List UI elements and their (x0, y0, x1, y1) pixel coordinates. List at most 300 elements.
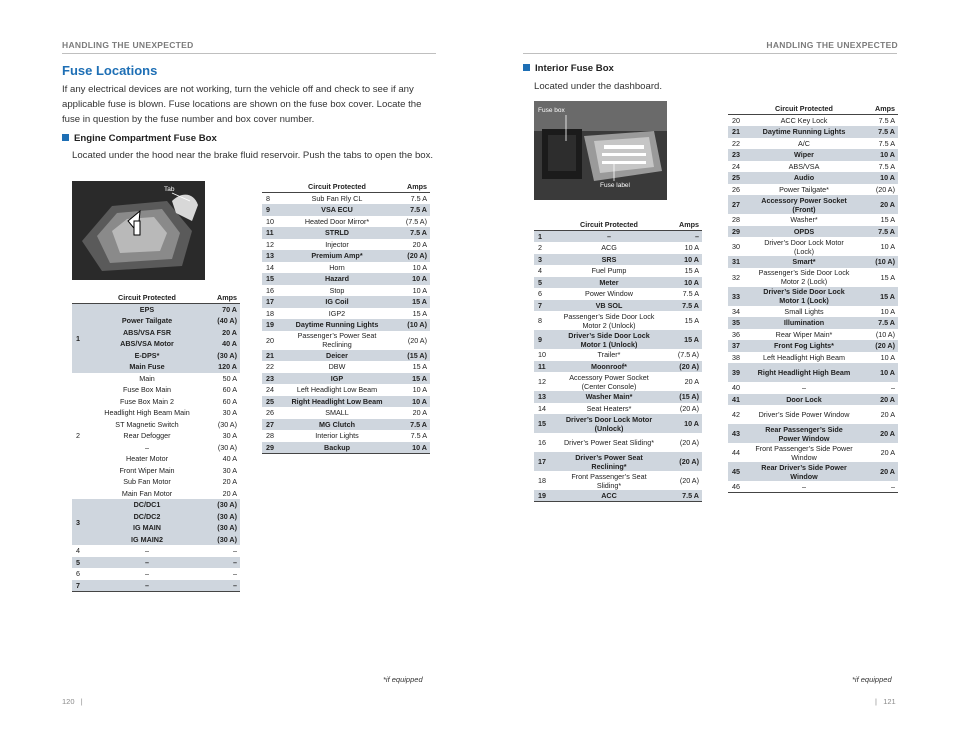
circuit-name: ABS/VSA FSR (96, 327, 198, 339)
fuse-row (728, 317, 898, 329)
column-header-amps: Amps (388, 181, 430, 193)
circuit-name: Backup (286, 442, 388, 454)
fuse-row (534, 277, 702, 289)
fuse-number: 13 (534, 391, 558, 403)
circuit-name: Stop (329, 285, 345, 295)
fuse-row (728, 287, 898, 306)
fuse-amps: (20 A) (679, 403, 699, 413)
circuit-name: Right Headlight Low Beam (286, 396, 388, 408)
fuse-row (534, 265, 702, 277)
circuit-name: Left Headlight High Beam (763, 352, 845, 362)
fuse-row (534, 288, 702, 300)
fuse-amps: (30 A) (217, 442, 237, 452)
circuit-name: Driver’s Power Seat Reclining* (558, 452, 660, 471)
column-header-circuit: Circuit Protected (752, 103, 856, 115)
fuse-row (728, 115, 898, 127)
circuit-name: Injector (325, 239, 349, 249)
circuit-name: Passenger’s Side Door Lock Motor 2 (Lock) (758, 268, 850, 286)
fuse-number: 5 (72, 557, 96, 569)
fuse-amps: 10 A (856, 363, 898, 382)
fuse-number: 18 (266, 308, 274, 318)
fuse-amps: (30 A) (198, 522, 240, 534)
fuse-amps: 40 A (198, 338, 240, 350)
fuse-row (72, 499, 240, 511)
fuse-amps: (10 A) (875, 329, 895, 339)
fuse-amps: 10 A (388, 273, 430, 285)
fuse-number: 38 (732, 352, 740, 362)
fuse-number: 9 (534, 330, 558, 349)
circuit-name: ABS/VSA (788, 161, 820, 171)
fuse-number: 37 (728, 340, 752, 352)
engine-fuse-table-1 (72, 292, 240, 592)
fuse-amps: 30 A (222, 465, 237, 475)
fuse-row (72, 511, 240, 523)
fuse-row (72, 304, 240, 316)
circuit-name: MG Clutch (286, 419, 388, 431)
fuse-row (262, 296, 430, 308)
fuse-number: 24 (266, 385, 274, 395)
circuit-name: Illumination (752, 317, 856, 329)
fuse-number: 4 (538, 266, 542, 276)
circuit-name: – (96, 580, 198, 592)
fuse-amps: 10 A (412, 262, 427, 272)
fuse-amps: 7.5 A (856, 226, 898, 238)
circuit-name: Main Fan Motor (121, 488, 173, 498)
circuit-name: ABS/VSA Motor (96, 338, 198, 350)
fuse-row (72, 453, 240, 465)
fuse-row (728, 256, 898, 268)
fuse-number: 29 (728, 226, 752, 238)
circuit-name: Wiper (752, 149, 856, 161)
fuse-row (72, 384, 240, 396)
fuse-row (728, 462, 898, 481)
fuse-row (262, 331, 430, 350)
fuse-amps: 10 A (388, 396, 430, 408)
fuse-number: 40 (732, 383, 740, 393)
fuse-amps: (10 A) (856, 256, 898, 268)
fuse-amps: 10 A (880, 352, 895, 362)
fuse-row (534, 414, 702, 433)
fuse-row (72, 534, 240, 546)
fuse-amps: 7.5 A (878, 138, 895, 148)
fuse-row (72, 522, 240, 534)
page-number-right: | 121 (875, 697, 896, 706)
fuse-amps: 7.5 A (410, 431, 427, 441)
fuse-row (72, 476, 240, 488)
fuse-number: 28 (266, 431, 274, 441)
fuse-row (262, 262, 430, 274)
circuit-name: Rear Passenger’s Side Power Window (752, 424, 856, 443)
fuse-amps: 60 A (222, 385, 237, 395)
fuse-row (728, 161, 898, 173)
fuse-amps: (15 A) (660, 391, 702, 403)
circuit-name: Washer* (790, 215, 818, 225)
fuse-row (534, 403, 702, 415)
fuse-amps: – (233, 569, 237, 579)
photo-label-tab: Tab (164, 186, 175, 193)
fuse-row (262, 204, 430, 216)
circuit-name: Trailer* (597, 350, 621, 360)
circuit-name: Deicer (286, 350, 388, 362)
fuse-number: 26 (732, 184, 740, 194)
fuse-row (534, 372, 702, 391)
fuse-amps: (40 A) (198, 315, 240, 327)
page-header-right: HANDLING THE UNEXPECTED (766, 40, 898, 50)
circuit-name: Fuel Pump (591, 266, 627, 276)
fuse-number: 15 (534, 414, 558, 433)
circuit-name: ACC (558, 490, 660, 502)
fuse-number: 28 (732, 215, 740, 225)
circuit-name: Door Lock (752, 394, 856, 406)
fuse-number: 17 (534, 452, 558, 471)
circuit-name: – (145, 569, 149, 579)
fuse-row (262, 319, 430, 331)
engine-fuse-box-photo (72, 181, 205, 280)
fuse-amps: 10 A (684, 243, 699, 253)
fuse-amps: (30 A) (198, 350, 240, 362)
fuse-amps: 7.5 A (660, 300, 702, 312)
fuse-amps: 10 A (660, 254, 702, 266)
circuit-name: Left Headlight Low Beam (296, 385, 378, 395)
fuse-number: 23 (262, 373, 286, 385)
fuse-amps: 15 A (388, 296, 430, 308)
circuit-name: Daytime Running Lights (752, 126, 856, 138)
fuse-amps: – (891, 383, 895, 393)
fuse-number: 8 (538, 316, 542, 325)
fuse-amps: 10 A (660, 277, 702, 289)
fuse-row (534, 330, 702, 349)
fuse-row (728, 481, 898, 493)
fuse-number: 43 (728, 424, 752, 443)
fuse-row (262, 430, 430, 442)
circuit-name: Fuse Box Main (123, 385, 171, 395)
circuit-name: STRLD (286, 227, 388, 239)
circuit-name: Driver’s Door Lock Motor (Lock) (764, 237, 844, 256)
fuse-amps: (20 A) (875, 184, 895, 194)
fuse-number: 3 (534, 254, 558, 266)
circuit-name: Power Tailgate* (779, 184, 829, 194)
fuse-amps: 7.5 A (410, 194, 427, 203)
fuse-amps: 50 A (222, 373, 237, 383)
circuit-name: – (752, 481, 856, 493)
fuse-amps: – (198, 580, 240, 592)
fuse-row (728, 306, 898, 318)
fuse-number: 6 (538, 289, 542, 299)
fuse-amps: 10 A (388, 442, 430, 454)
fuse-number: 25 (728, 172, 752, 184)
circuit-name: – (96, 557, 198, 569)
circuit-name: Front Passenger’s Seat Sliding* (571, 471, 647, 490)
fuse-number: 11 (534, 361, 558, 373)
fuse-amps: 30 A (222, 408, 237, 418)
circuit-name: DC/DC1 (96, 499, 198, 511)
column-header-amps: Amps (198, 292, 240, 304)
fuse-row (262, 407, 430, 419)
fuse-amps: – (233, 546, 237, 556)
fuse-row (72, 442, 240, 454)
circuit-name: Accessory Power Socket (Front) (752, 195, 856, 214)
fuse-row (728, 352, 898, 364)
fuse-amps: (30 A) (217, 419, 237, 429)
fuse-amps: 10 A (412, 385, 427, 395)
fuse-row (72, 430, 240, 442)
fuse-row (534, 242, 702, 254)
fuse-row (728, 226, 898, 238)
fuse-row (72, 315, 240, 327)
column-header-amps: Amps (660, 219, 702, 231)
fuse-row (534, 391, 702, 403)
fuse-amps: 7.5 A (388, 204, 430, 216)
fuse-amps: (20 A) (407, 335, 427, 345)
fuse-row (72, 373, 240, 385)
fuse-amps: 7.5 A (878, 116, 895, 125)
fuse-number: 24 (732, 161, 740, 171)
circuit-name: Horn (329, 262, 345, 272)
fuse-number: 3 (72, 499, 96, 545)
fuse-row (72, 545, 240, 557)
fuse-row (262, 396, 430, 408)
fuse-amps: 7.5 A (856, 317, 898, 329)
fuse-number: 20 (266, 335, 274, 345)
fuse-number: 44 (732, 448, 740, 457)
circuit-name: Sub Fan Rly CL (311, 194, 363, 203)
photo-label-fuse-box: Fuse box (538, 107, 565, 114)
interior-fuse-table-2 (728, 103, 898, 493)
circuit-name: Driver’s Side Power Window (758, 410, 850, 419)
circuit-name: Meter (558, 277, 660, 289)
fuse-row (534, 452, 702, 471)
photo-label-fuse-label: Fuse label (600, 182, 630, 189)
fuse-row (262, 250, 430, 262)
fuse-amps: 20 A (856, 424, 898, 443)
circuit-name: – (145, 442, 149, 452)
fuse-row (262, 308, 430, 320)
fuse-row (728, 363, 898, 382)
fuse-number: 42 (732, 410, 740, 419)
interior-fuse-box-photo (534, 101, 667, 200)
circuit-name: Front Fog Lights* (752, 340, 856, 352)
circuit-name: Power Tailgate (96, 315, 198, 327)
fuse-amps: 20 A (222, 477, 237, 487)
fuse-number: 18 (538, 476, 546, 485)
fuse-row (72, 568, 240, 580)
circuit-name: Front Passenger’s Side Power Window (755, 443, 853, 462)
fuse-row (72, 396, 240, 408)
fuse-number: 10 (538, 350, 546, 360)
fuse-number: 21 (728, 126, 752, 138)
header-rule-right (523, 53, 897, 54)
circuit-name: Premium Amp* (286, 250, 388, 262)
circuit-name: Smart* (752, 256, 856, 268)
fuse-row (262, 442, 430, 454)
fuse-number: 34 (732, 306, 740, 316)
fuse-amps: 7.5 A (878, 161, 895, 171)
fuse-number: 22 (266, 362, 274, 372)
fuse-row (72, 407, 240, 419)
fuse-row (72, 465, 240, 477)
circuit-name: Driver’s Side Door Lock Motor 1 (Lock) (752, 287, 856, 306)
fuse-amps: 60 A (222, 396, 237, 406)
fuse-row (728, 237, 898, 256)
circuit-name: Main (139, 373, 155, 383)
fuse-number: 22 (732, 138, 740, 148)
fuse-row (72, 361, 240, 373)
fuse-row (728, 405, 898, 424)
fuse-number: 23 (728, 149, 752, 161)
fuse-row (728, 382, 898, 394)
circuit-name: Small Lights (784, 306, 824, 316)
fuse-row (262, 273, 430, 285)
fuse-number: 7 (534, 300, 558, 312)
fuse-number: 2 (76, 431, 80, 441)
circuit-name: OPDS (752, 226, 856, 238)
fuse-row (728, 424, 898, 443)
fuse-amps: – (856, 481, 898, 493)
fuse-amps: (7.5 A) (677, 350, 699, 360)
fuse-amps: 15 A (660, 330, 702, 349)
fuse-number: 12 (266, 239, 274, 249)
fuse-row (262, 285, 430, 297)
fuse-amps: 15 A (856, 287, 898, 306)
fuse-amps: 7.5 A (856, 126, 898, 138)
fuse-row (262, 193, 430, 205)
circuit-name: DBW (328, 362, 346, 372)
engine-fuse-table-2 (262, 181, 430, 454)
fuse-amps: (20 A) (660, 452, 702, 471)
fuse-number: 27 (728, 195, 752, 214)
fuse-amps: 15 A (412, 362, 427, 372)
circuit-name: Heater Motor (126, 454, 168, 464)
interior-section-text: Located under the dashboard. (534, 81, 663, 92)
fuse-amps: 7.5 A (682, 289, 699, 299)
fuse-number: 20 (732, 116, 740, 125)
circuit-name: Front Wiper Main (119, 465, 175, 475)
fuse-amps: 20 A (222, 488, 237, 498)
footnote-right: *if equipped (852, 675, 892, 684)
section-marker-icon (523, 64, 530, 71)
fuse-number: 32 (732, 272, 740, 282)
fuse-number: 30 (732, 242, 740, 251)
fuse-amps: 10 A (660, 414, 702, 433)
fuse-amps: 15 A (684, 316, 699, 325)
fuse-amps: (7.5 A) (405, 216, 427, 226)
fuse-number: 14 (538, 403, 546, 413)
fuse-amps: 7.5 A (388, 227, 430, 239)
circuit-name: Accessory Power Socket (Center Console) (569, 372, 649, 391)
circuit-name: SMALL (325, 408, 349, 418)
intro-paragraph: If any electrical devices are not working, turn the vehicle off and check to see if any applicable fuse is blown. Fuse locations are shown on the fuse box cover. Locate the fuse in question by the fuse number and box cover number. (62, 84, 422, 125)
fuse-row (262, 384, 430, 396)
fuse-number: 16 (538, 438, 546, 447)
fuse-number: 19 (534, 490, 558, 502)
fuse-number: 10 (266, 216, 274, 226)
fuse-amps: 20 A (880, 410, 895, 419)
fuse-amps: 20 A (880, 448, 895, 457)
fuse-amps: 10 A (856, 149, 898, 161)
fuse-number: 46 (728, 481, 752, 493)
fuse-amps: (30 A) (198, 511, 240, 523)
footnote-left: *if equipped (383, 675, 423, 684)
fuse-number: 33 (728, 287, 752, 306)
circuit-name: Driver’s Side Door Lock Motor 1 (Unlock) (558, 330, 660, 349)
circuit-name: SRS (558, 254, 660, 266)
fuse-row (728, 340, 898, 352)
fuse-amps: 120 A (198, 361, 240, 373)
fuse-amps: 15 A (880, 215, 895, 225)
fuse-row (262, 419, 430, 431)
fuse-amps: 15 A (412, 308, 427, 318)
circuit-name: Washer Main* (558, 391, 660, 403)
fuse-amps: 70 A (198, 304, 240, 316)
circuit-name: Seat Heaters* (586, 403, 632, 413)
fuse-row (72, 338, 240, 350)
circuit-name: Interior Lights (315, 431, 359, 441)
section-marker-icon (62, 134, 69, 141)
fuse-amps: 20 A (684, 377, 699, 386)
fuse-row (262, 373, 430, 385)
fuse-row (72, 350, 240, 362)
fuse-row (534, 300, 702, 312)
circuit-name: Daytime Running Lights (286, 319, 388, 331)
circuit-name: Audio (752, 172, 856, 184)
fuse-number: 7 (72, 580, 96, 592)
fuse-amps: – (198, 557, 240, 569)
fuse-amps: 15 A (388, 373, 430, 385)
fuse-amps: 20 A (856, 394, 898, 406)
circuit-name: VSA ECU (286, 204, 388, 216)
circuit-name: IGP (286, 373, 388, 385)
circuit-name: Driver’s Power Seat Sliding* (563, 438, 655, 447)
fuse-row (728, 268, 898, 287)
circuit-name: Power Window (585, 289, 633, 299)
fuse-number: 5 (534, 277, 558, 289)
fuse-number: 21 (262, 350, 286, 362)
fuse-amps: 20 A (412, 239, 427, 249)
fuse-row (262, 239, 430, 251)
fuse-row (728, 172, 898, 184)
circuit-name: EPS (96, 304, 198, 316)
fuse-row (534, 231, 702, 243)
page-header-left: HANDLING THE UNEXPECTED (62, 40, 194, 50)
fuse-amps: (20 A) (660, 361, 702, 373)
fuse-number: 36 (732, 329, 740, 339)
fuse-number: 25 (262, 396, 286, 408)
fuse-amps: 10 A (880, 306, 895, 316)
fuse-amps: (20 A) (679, 476, 699, 485)
interior-fuse-table-1 (534, 219, 702, 502)
circuit-name: A/C (798, 138, 810, 148)
fuse-number: 17 (262, 296, 286, 308)
circuit-name: ACG (601, 243, 617, 253)
fuse-row (262, 361, 430, 373)
fuse-number: 2 (538, 243, 542, 253)
fuse-row (72, 580, 240, 592)
circuit-name: Heated Door Mirror* (304, 216, 370, 226)
fuse-number: 11 (262, 227, 286, 239)
header-rule-left (62, 53, 436, 54)
circuit-name: VB SOL (558, 300, 660, 312)
circuit-name: IG MAIN2 (96, 534, 198, 546)
fuse-number: 15 (262, 273, 286, 285)
fuse-number: 9 (262, 204, 286, 216)
circuit-name: IGP2 (328, 308, 346, 318)
circuit-name: – (145, 546, 149, 556)
fuse-number: 27 (262, 419, 286, 431)
fuse-amps: (20 A) (679, 438, 699, 447)
fuse-amps: 20 A (856, 195, 898, 214)
fuse-row (728, 184, 898, 196)
fuse-number: 13 (262, 250, 286, 262)
